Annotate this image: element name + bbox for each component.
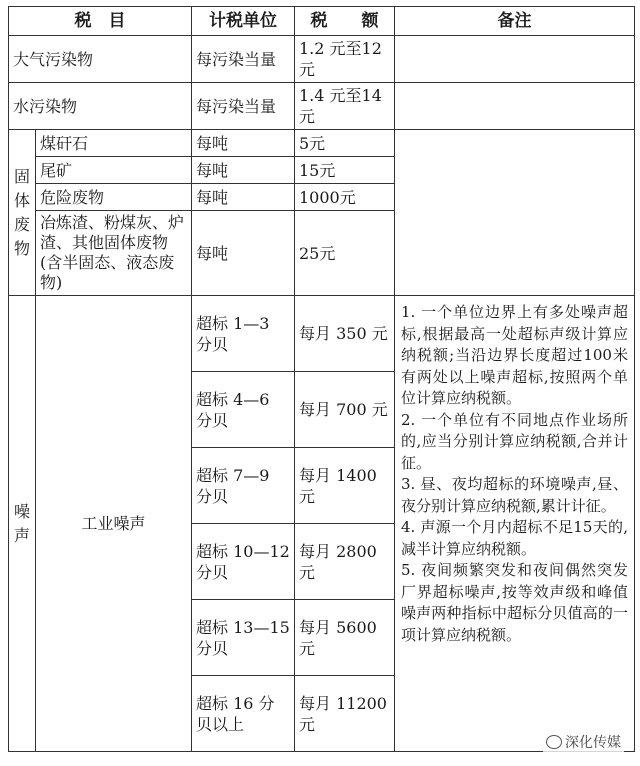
noise-amount: 每月 5600 元 <box>295 600 395 676</box>
water-item: 水污染物 <box>9 83 192 130</box>
noise-category: 噪声 <box>14 501 31 545</box>
table-row <box>9 296 635 372</box>
noise-unit: 超标 1—3 分贝 <box>192 296 295 372</box>
watermark <box>543 732 624 752</box>
noise-amount: 每月 1400 元 <box>295 448 395 524</box>
solid-unit: 每吨 <box>192 157 295 184</box>
air-amount: 1.2 元至12元 <box>295 36 395 83</box>
air-unit: 每污染当量 <box>192 36 295 83</box>
solid-item: 尾矿 <box>36 157 192 184</box>
solid-amount: 15元 <box>295 157 395 184</box>
noise-remarks <box>395 296 635 752</box>
remark-item: 5. 夜间频繁突发和夜间偶然突发厂界超标噪声,按等效声级和峰值噪声两种指标中超标分贝值高的一项计算应纳税额。 <box>401 561 628 644</box>
watermark-text: 深化传媒 <box>565 735 621 751</box>
air-item: 大气污染物 <box>9 36 192 83</box>
solid-unit: 每吨 <box>192 130 295 157</box>
remark-item: 2. 一个单位有不同地点作业场所的,应当分别计算应纳税额,合并计征。 <box>401 410 628 472</box>
solid-item: 煤矸石 <box>36 130 192 157</box>
solid-item: 冶炼渣、粉煤灰、炉渣、其他固体废物(含半固态、液态废物) <box>36 211 192 296</box>
noise-subcategory: 工业噪声 <box>36 296 192 752</box>
solid-amount: 25元 <box>295 211 395 296</box>
table-row <box>9 83 635 130</box>
water-unit: 每污染当量 <box>192 83 295 130</box>
header-remarks: 备注 <box>395 7 635 36</box>
header-amount: 税 额 <box>295 7 395 36</box>
remark-item: 4. 声源一个月内超标不足15天的,减半计算应纳税额。 <box>401 518 628 558</box>
noise-unit: 超标 4—6 分贝 <box>192 372 295 448</box>
noise-amount: 每月 700 元 <box>295 372 395 448</box>
solid-category: 固体废物 <box>14 166 31 258</box>
remark-item: 1. 一个单位边界上有多处噪声超标,根据最高一处超标声级计算应纳税额;当沿边界长度超过100米有两处以上噪声超标,按照两个单位计算应纳税额。 <box>401 303 628 407</box>
header-item: 税 目 <box>9 7 192 36</box>
solid-amount: 1000元 <box>295 184 395 211</box>
solid-item: 危险废物 <box>36 184 192 211</box>
solid-amount: 5元 <box>295 130 395 157</box>
solid-unit: 每吨 <box>192 211 295 296</box>
noise-unit: 超标 13—15 分贝 <box>192 600 295 676</box>
noise-category-cell <box>9 296 36 752</box>
noise-unit: 超标 7—9 分贝 <box>192 448 295 524</box>
table-row <box>9 130 635 157</box>
environmental-tax-table <box>8 6 635 752</box>
noise-amount: 每月 2800 元 <box>295 524 395 600</box>
solid-category-cell <box>9 130 36 296</box>
noise-unit: 超标 10—12 分贝 <box>192 524 295 600</box>
noise-amount: 每月 350 元 <box>295 296 395 372</box>
water-amount: 1.4 元至14元 <box>295 83 395 130</box>
wechat-icon <box>546 735 562 749</box>
remark-item: 3. 昼、夜均超标的环境噪声,昼、夜分别计算应纳税额,累计计征。 <box>401 475 628 515</box>
noise-amount: 每月 11200 元 <box>295 676 395 752</box>
solid-unit: 每吨 <box>192 184 295 211</box>
air-remarks <box>395 36 635 83</box>
noise-unit: 超标 16 分贝以上 <box>192 676 295 752</box>
water-remarks <box>395 83 635 130</box>
table-row <box>9 36 635 83</box>
solid-remarks <box>395 130 635 296</box>
header-row <box>9 7 635 36</box>
header-unit: 计税单位 <box>192 7 295 36</box>
